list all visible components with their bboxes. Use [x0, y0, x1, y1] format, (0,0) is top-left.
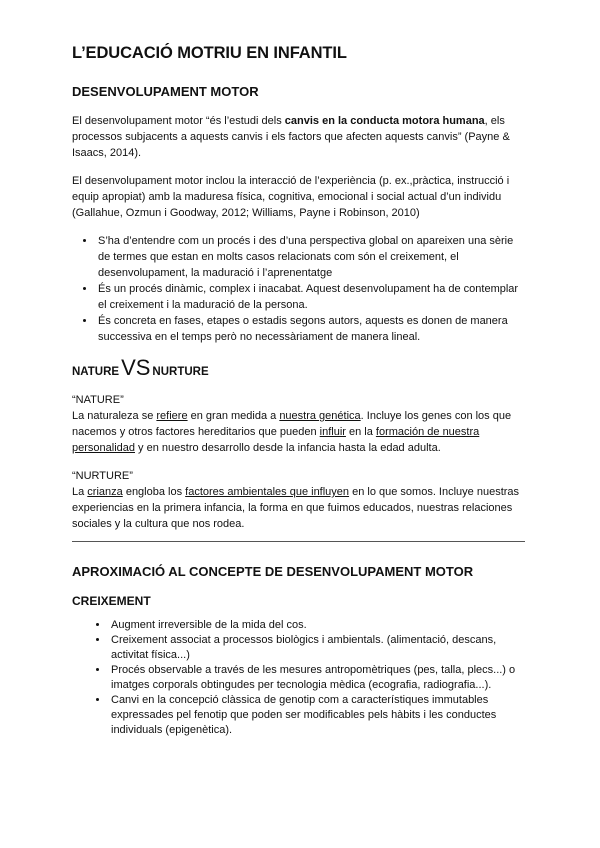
- heading-creixement: CREIXEMENT: [72, 594, 151, 608]
- paragraph-nature: La naturaleza se refiere en gran medida a nuestra genética. Incluye los genes con los que nacemos y otros factores hereditarios que pueden influir en la formación de nuestra personalidad y en nuestro desarrollo desde la infancia hasta la edad adulta.: [72, 410, 512, 454]
- list-item: • S’ha d’entendre com un procés i des d’una perspectiva global on apareixen una sèrie de termes que estan en molts casos relacionats com són el creixement, el desenvolupament, la maduració i l’aprenentatge: [96, 233, 527, 281]
- document-title: L’EDUCACIÓ MOTRIU EN INFANTIL: [72, 44, 347, 62]
- nature-label: “NATURE”: [72, 394, 124, 406]
- list-item: • És concreta en fases, etapes o estadis segons autors, aquests es donen de manera successiva en el temps però no necessàriament de manera lineal.: [96, 313, 527, 345]
- list-item: • Augment irreversible de la mida del cos.: [109, 618, 527, 633]
- list-item: • És un procés dinàmic, complex i inacabat. Aquest desenvolupament ha de contemplar el creixement i la maduració de la persona.: [96, 281, 527, 313]
- nature-heading-word: NATURE: [72, 366, 120, 378]
- document-page: [72, 44, 527, 738]
- nurture-label: “NURTURE”: [72, 470, 133, 482]
- bold-emphasis: canvis en la conducta motora humana: [284, 115, 485, 127]
- horizontal-divider: [72, 541, 525, 542]
- paragraph-definition: El desenvolupament motor “és l’estudi dels canvis en la conducta motora humana, els processos subjacents a aquests canvis i els factors que afecten aquests canvis” (Payne & Isaacs, 2014).: [72, 115, 510, 159]
- paragraph-nurture: La crianza engloba los factores ambientales que influyen en lo que somos. Incluye nuestras experiencias en la primera infancia, la forma en que fuimos educados, nuestras relaciones sociales y la cultura que nos rodea.: [72, 486, 520, 530]
- bullet-list-creixement: [72, 618, 527, 738]
- nurture-heading-word: NURTURE: [152, 366, 209, 378]
- vs-word: VS: [121, 355, 151, 380]
- heading-aproximacio: APROXIMACIÓ AL CONCEPTE DE DESENVOLUPAMENT MOTOR: [72, 564, 474, 579]
- bullet-list-desenvolupament: [72, 233, 527, 345]
- list-item: • Procés observable a través de les mesures antropomètriques (pes, talla, plecs...) o imatges corporals obtingudes per tecnologia mèdica (ecografia, radiografia...).: [109, 663, 527, 693]
- paragraph-interaction: El desenvolupament motor inclou la interacció de l’experiència (p. ex.,pràctica, instrucció i equip apropiat) amb la maduresa física, cognitiva, emocional i social actual d’un individu (Gallahue, Ozmun i Goodway, 2012; Williams, Payne i Robinson, 2010): [72, 175, 510, 219]
- list-item: • Canvi en la concepció clàssica de genotip com a característiques immutables expressades pel fenotip que poden ser modificables pels hàbits i les conductes individuals (epigenètica).: [109, 693, 527, 738]
- heading-desenvolupament-motor: DESENVOLUPAMENT MOTOR: [72, 84, 259, 99]
- list-item: • Creixement associat a processos biològics i ambientals. (alimentació, descans, activitat física...): [109, 633, 527, 663]
- nature-vs-nurture-heading: [72, 355, 527, 381]
